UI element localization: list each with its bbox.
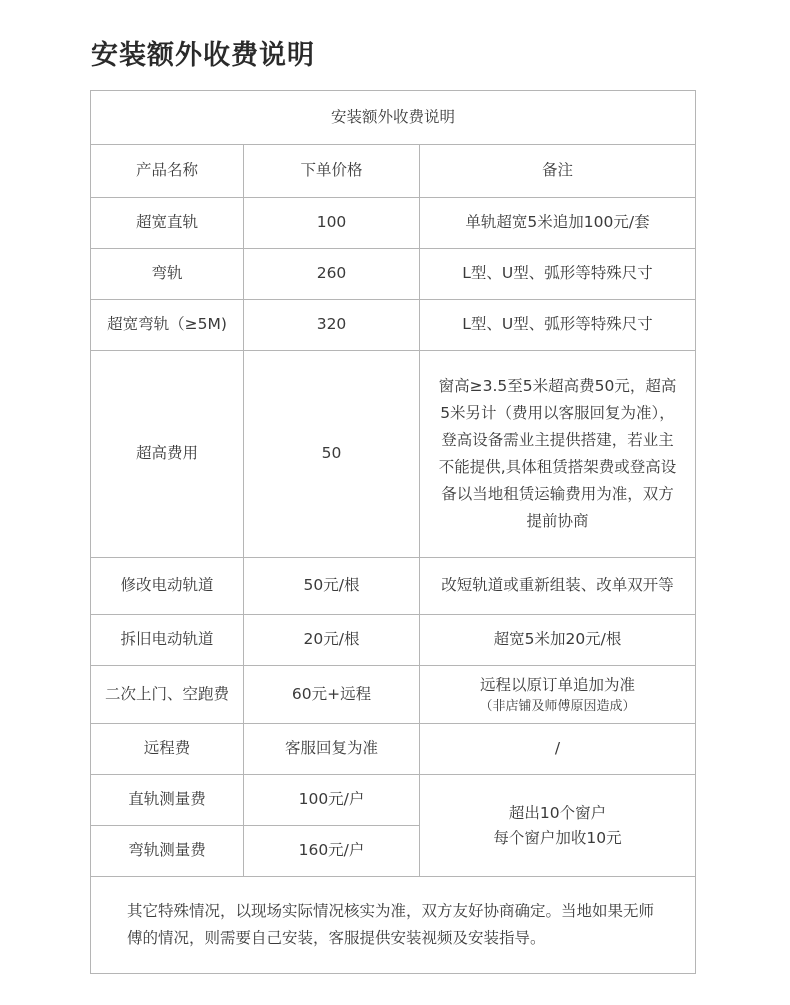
price-cell: 100 [244, 198, 420, 249]
product-name-cell: 拆旧电动轨道 [91, 615, 244, 666]
product-name-cell: 超宽弯轨（≥5M) [91, 300, 244, 351]
table-row [91, 666, 696, 724]
table-row [91, 300, 696, 351]
column-header-note: 备注 [420, 145, 696, 198]
note-cell: L型、U型、弧形等特殊尺寸 [420, 300, 696, 351]
price-cell: 客服回复为准 [244, 724, 420, 775]
fee-table [90, 90, 696, 974]
note-cell: / [420, 724, 696, 775]
page-title: 安装额外收费说明 [91, 40, 315, 71]
table-footer-note: 其它特殊情况，以现场实际情况核实为准，双方友好协商确定。当地如果无师傅的情况，则需要自己安装，客服提供安装视频及安装指导。 [91, 877, 696, 974]
table-row [91, 615, 696, 666]
measure-note-line2: 每个窗户加收10元 [493, 828, 622, 847]
table-header-row [91, 145, 696, 198]
note-main-text: 远程以原订单追加为准 [479, 676, 635, 694]
price-cell: 50 [244, 351, 420, 558]
table-row [91, 198, 696, 249]
note-cell: 超宽5米加20元/根 [420, 615, 696, 666]
column-header-name: 产品名称 [91, 145, 244, 198]
note-sub-text: （非店铺及师傅原因造成） [479, 698, 636, 714]
product-name-cell: 超宽直轨 [91, 198, 244, 249]
note-cell: 改短轨道或重新组装、改单双开等 [420, 558, 696, 615]
note-cell: 窗高≥3.5至5米超高费50元，超高5米另计（费用以客服回复为准），登高设备需业主提供搭建，若业主不能提供,具体租赁搭架费或登高设备以当地租赁运输费用为准，双方提前协商 [420, 351, 696, 558]
price-cell: 50元/根 [244, 558, 420, 615]
price-cell: 100元/户 [244, 775, 420, 826]
product-name-cell: 弯轨 [91, 249, 244, 300]
price-cell: 60元+远程 [244, 666, 420, 724]
table-caption: 安装额外收费说明 [91, 91, 696, 145]
price-cell: 320 [244, 300, 420, 351]
product-name-cell: 弯轨测量费 [91, 826, 244, 877]
product-name-cell: 超高费用 [91, 351, 244, 558]
table-row [91, 775, 696, 826]
table-row [91, 351, 696, 558]
measure-note-cell [420, 775, 696, 877]
table-row [91, 249, 696, 300]
table-row [91, 558, 696, 615]
price-cell: 160元/户 [244, 826, 420, 877]
product-name-cell: 修改电动轨道 [91, 558, 244, 615]
column-header-price: 下单价格 [244, 145, 420, 198]
price-cell: 20元/根 [244, 615, 420, 666]
table-row [91, 724, 696, 775]
product-name-cell: 直轨测量费 [91, 775, 244, 826]
price-cell: 260 [244, 249, 420, 300]
measure-note-line1: 超出10个窗户 [508, 803, 607, 822]
product-name-cell: 远程费 [91, 724, 244, 775]
note-cell [420, 666, 696, 724]
note-cell: L型、U型、弧形等特殊尺寸 [420, 249, 696, 300]
product-name-cell: 二次上门、空跑费 [91, 666, 244, 724]
note-cell: 单轨超宽5米追加100元/套 [420, 198, 696, 249]
